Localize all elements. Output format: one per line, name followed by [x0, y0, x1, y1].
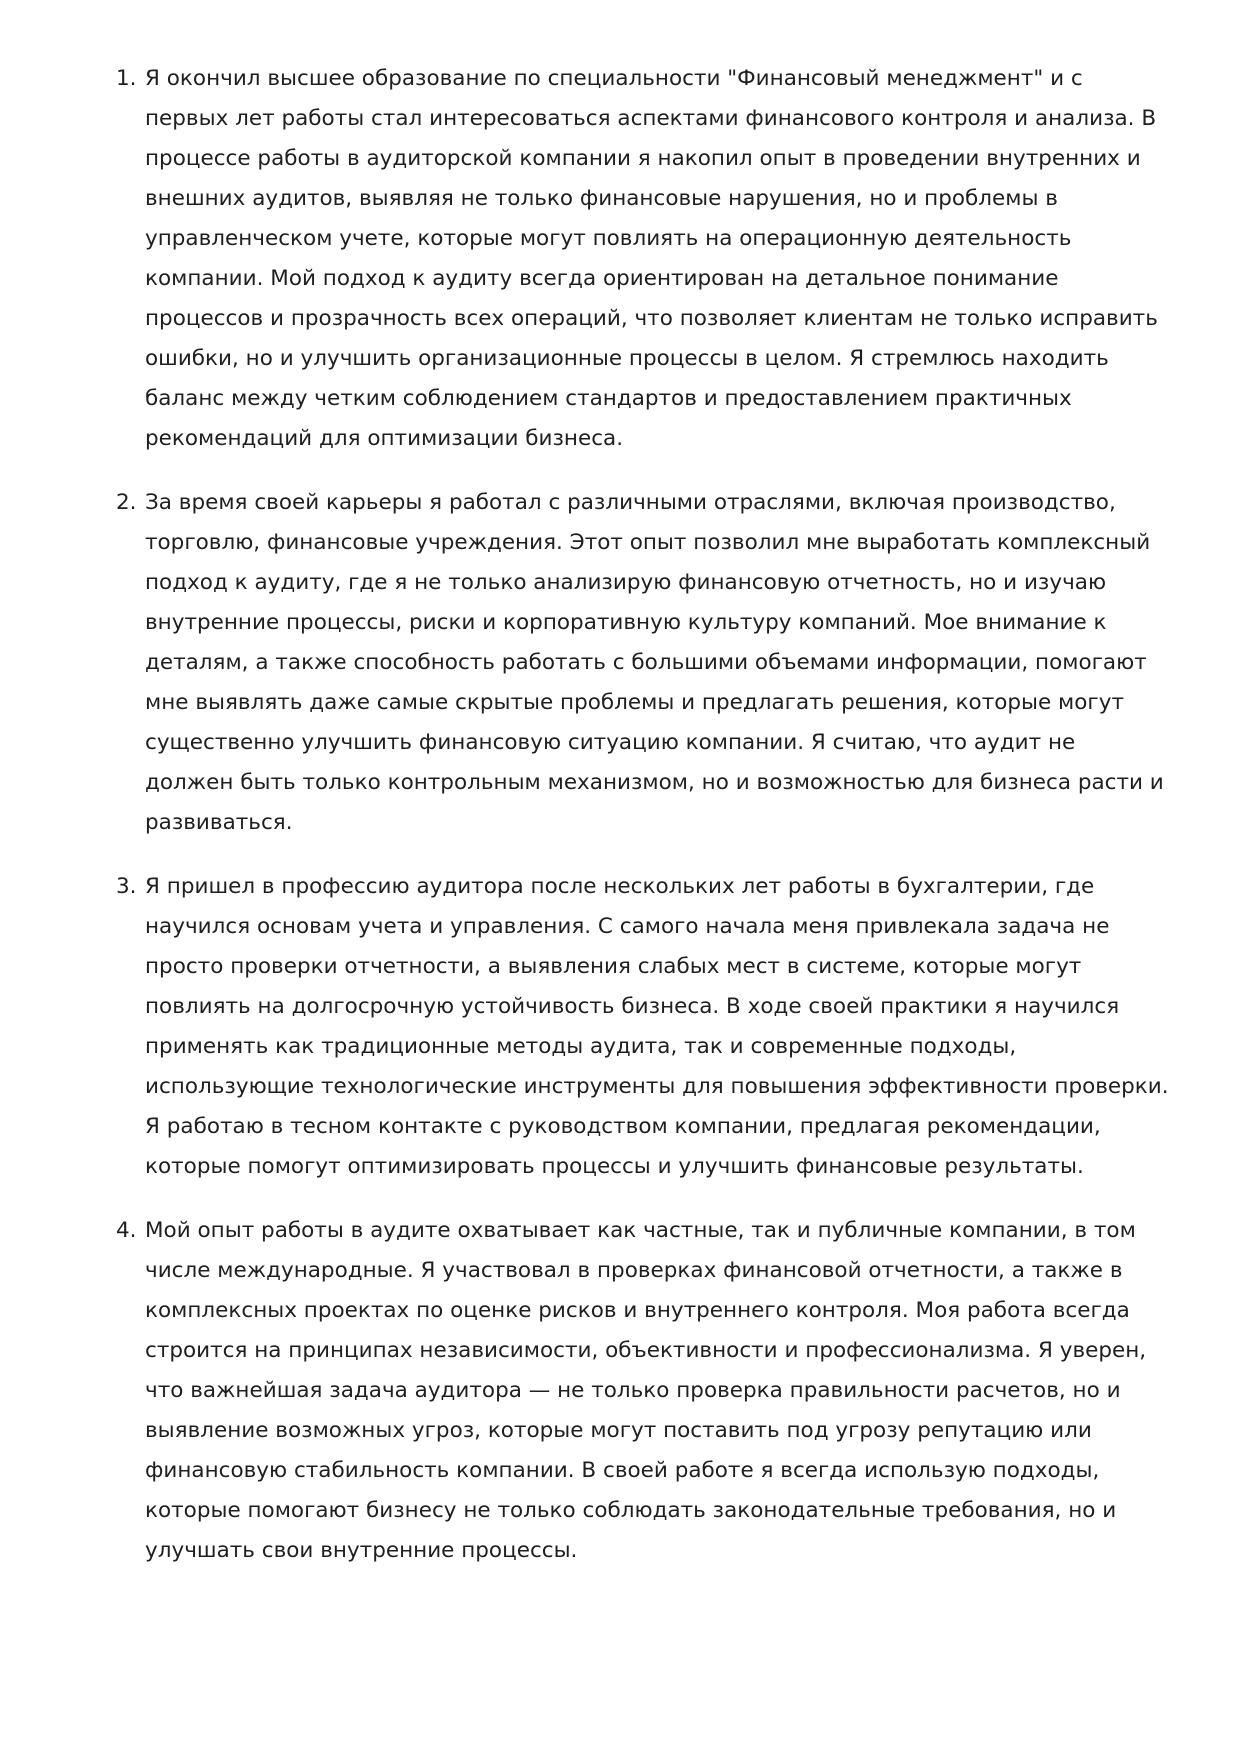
list-item-text: Я окончил высшее образование по специальности "Финансовый менеджмент" и с первых лет работы стал интересоваться аспектами финансового контроля и анализа. В процессе работы в аудиторской компании я накопил опыт в проведении внутренних и внешних аудитов, выявляя не только финансовые нарушения, но и проблемы в управленческом учете, которые могут повлиять на операционную деятельность компании. Мой подход к аудиту всегда ориентирован на детальное понимание процессов и прозрачность всех операций, что позволяет клиентам не только исправить ошибки, но и улучшить организационные процессы в целом. Я стремлюсь находить баланс между четким соблюдением стандартов и предоставлением практичных рекомендаций для оптимизации бизнеса. — [145, 66, 1158, 451]
list-item-number: 3. — [116, 874, 137, 899]
list-item — [116, 483, 1170, 843]
list-item-number: 2. — [116, 490, 137, 515]
numbered-list — [116, 59, 1170, 1595]
list-item — [116, 59, 1170, 459]
list-item-text: Мой опыт работы в аудите охватывает как частные, так и публичные компании, в том числе международные. Я участвовал в проверках финансовой отчетности, а также в комплексных проектах по оценке рисков и внутреннего контроля. Моя работа всегда строится на принципах независимости, объективности и профессионализма. Я уверен, что важнейшая задача аудитора — не только проверка правильности расчетов, но и выявление возможных угроз, которые могут поставить под угрозу репутацию или финансовую стабильность компании. В своей работе я всегда использую подходы, которые помогают бизнесу не только соблюдать законодательные требования, но и улучшать свои внутренние процессы. — [145, 1218, 1147, 1563]
list-item-number: 1. — [116, 66, 137, 91]
list-item-text: Я пришел в профессию аудитора после нескольких лет работы в бухгалтерии, где научился основам учета и управления. С самого начала меня привлекала задача не просто проверки отчетности, а выявления слабых мест в системе, которые могут повлиять на долгосрочную устойчивость бизнеса. В ходе своей практики я научился применять как традиционные методы аудита, так и современные подходы, использующие технологические инструменты для повышения эффективности проверки. Я работаю в тесном контакте с руководством компании, предлагая рекомендации, которые помогут оптимизировать процессы и улучшить финансовые результаты. — [145, 874, 1169, 1179]
list-item-number: 4. — [116, 1218, 137, 1243]
list-item-text: За время своей карьеры я работал с различными отраслями, включая производство, торговлю, финансовые учреждения. Этот опыт позволил мне выработать комплексный подход к аудиту, где я не только анализирую финансовую отчетность, но и изучаю внутренние процессы, риски и корпоративную культуру компаний. Мое внимание к деталям, а также способность работать с большими объемами информации, помогают мне выявлять даже самые скрытые проблемы и предлагать решения, которые могут существенно улучшить финансовую ситуацию компании. Я считаю, что аудит не должен быть только контрольным механизмом, но и возможностью для бизнеса расти и развиваться. — [145, 490, 1164, 835]
list-item — [116, 867, 1170, 1187]
list-item — [116, 1211, 1170, 1571]
